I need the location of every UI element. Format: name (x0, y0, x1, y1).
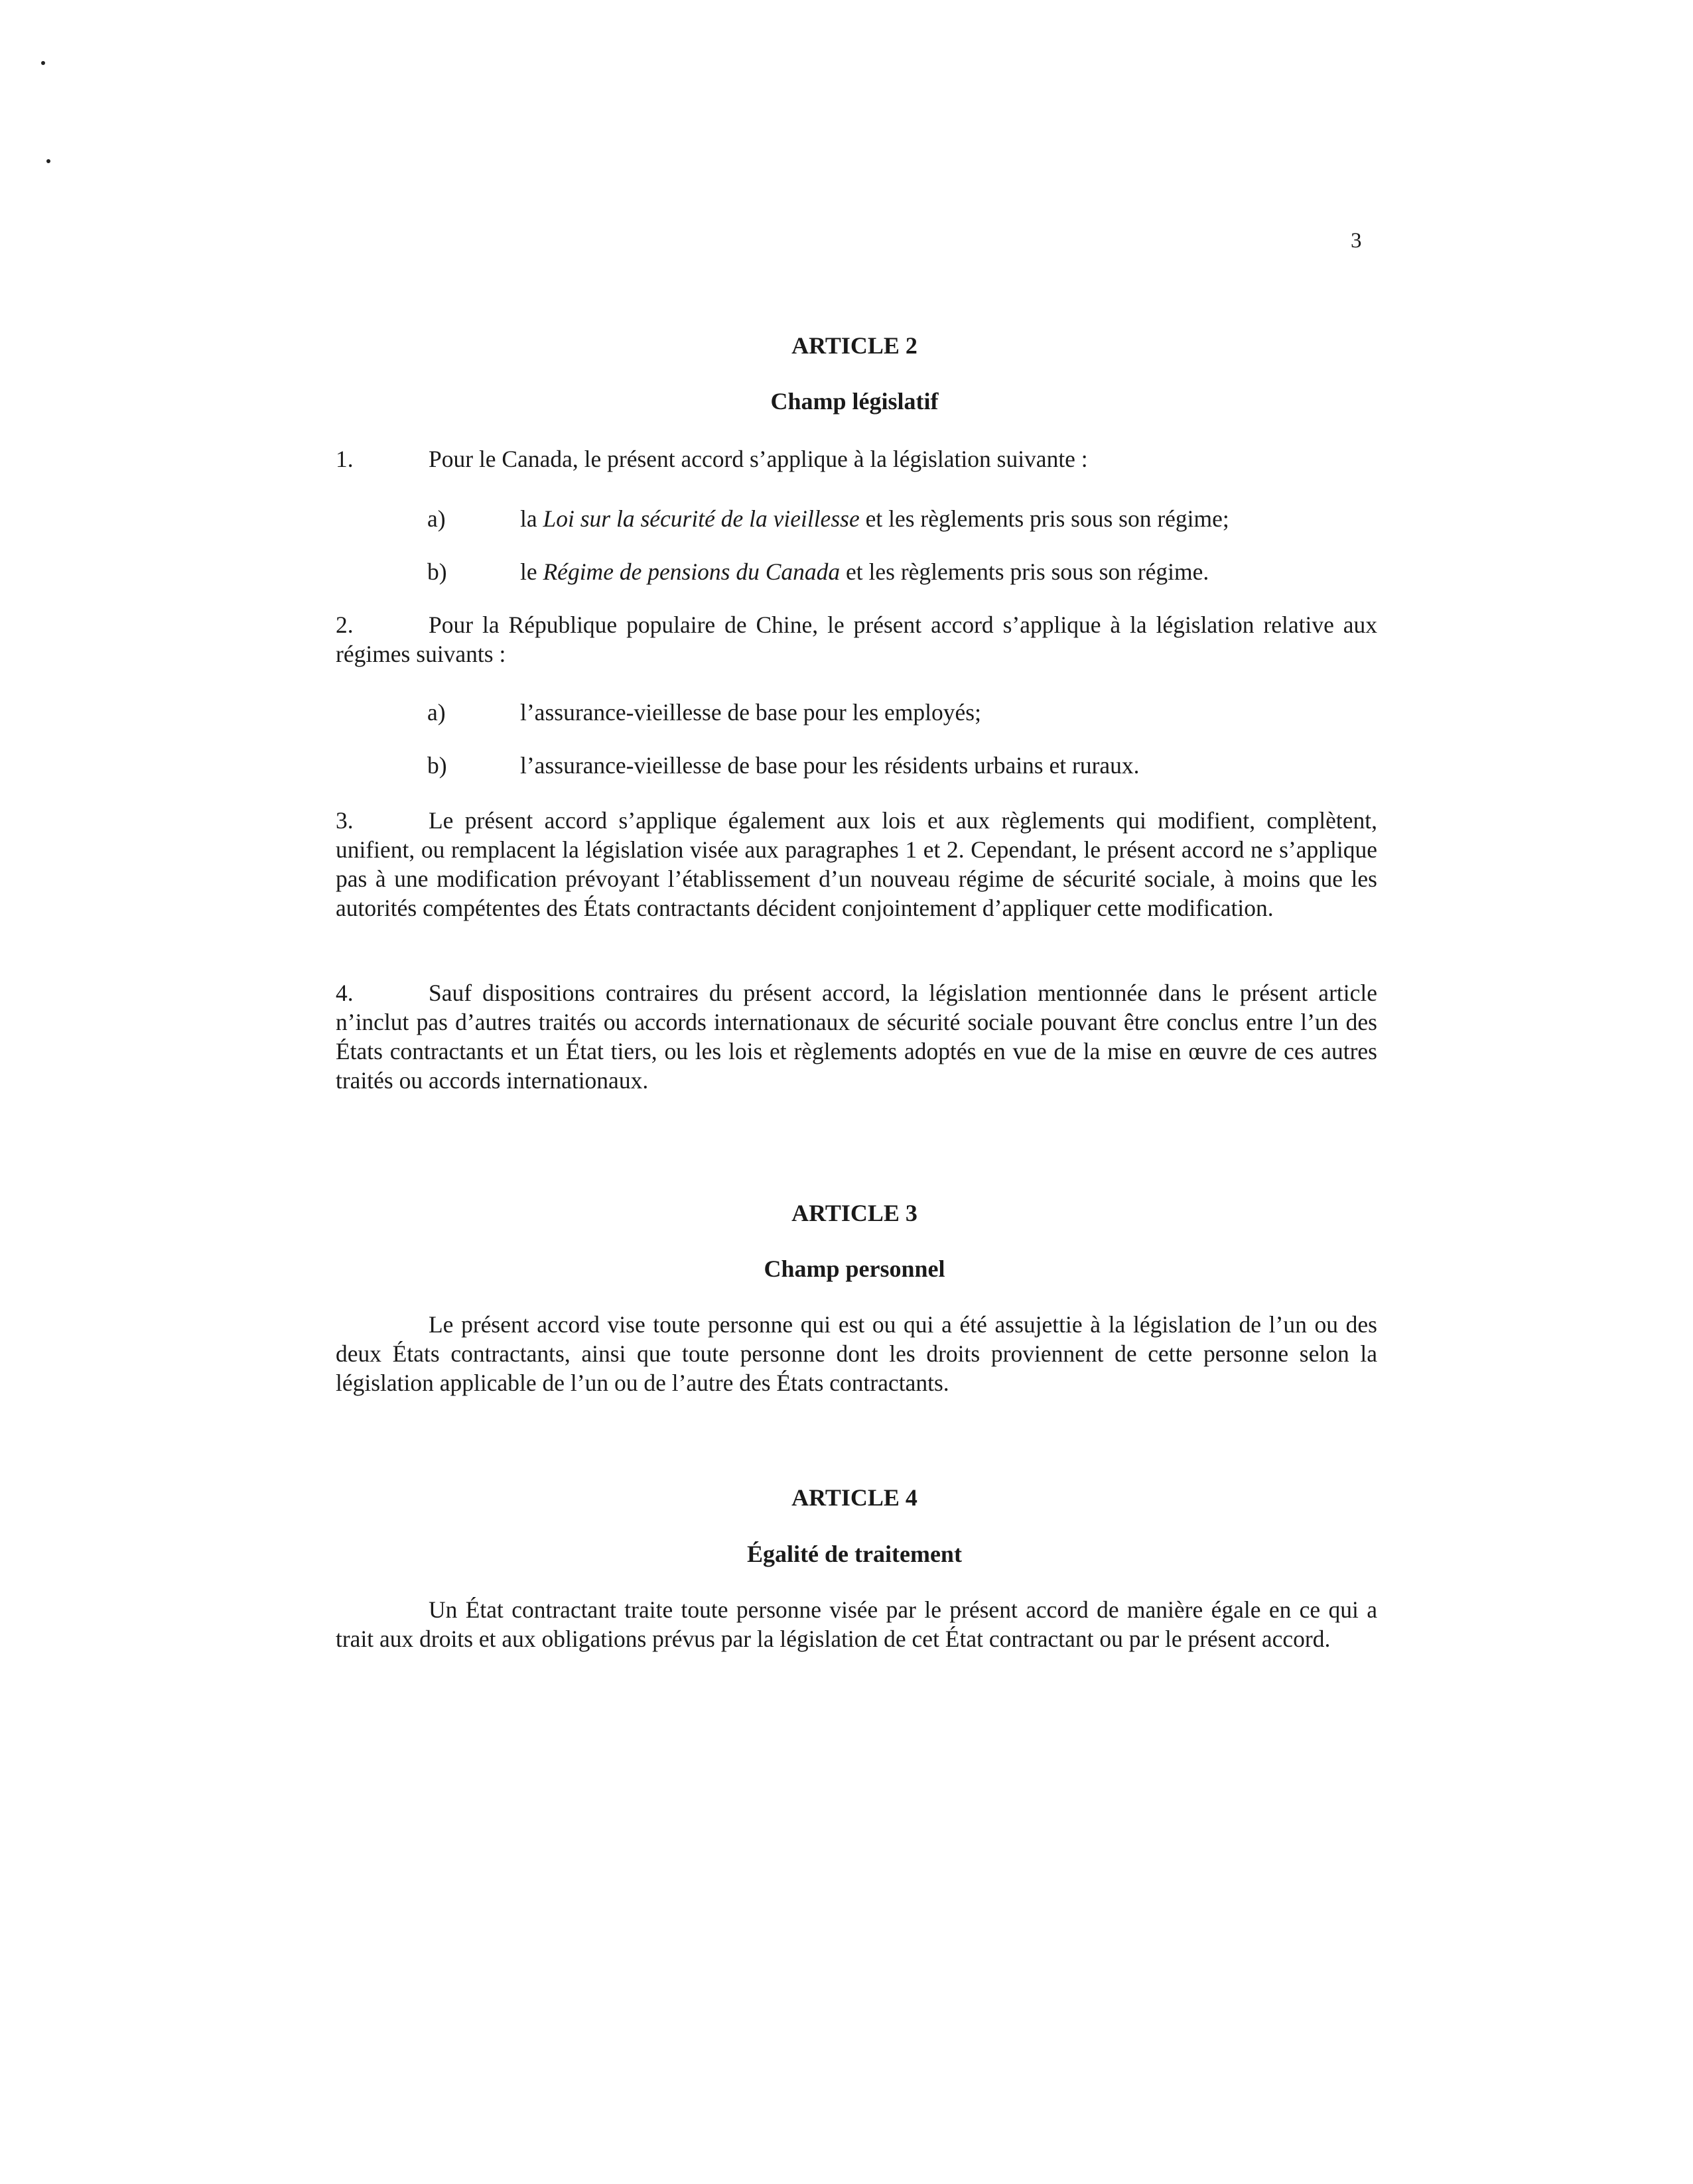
item-text-pre: la (520, 505, 543, 532)
item-text-post: et les règlements pris sous son régime. (840, 558, 1209, 585)
paragraph-number: 3. (336, 807, 354, 834)
article-2-item-1b (427, 557, 1383, 586)
article-2-item-2a (427, 698, 1383, 727)
item-text: l’assurance-vieillesse de base pour les résidents urbains et ruraux. (520, 752, 1140, 779)
paragraph-number: 1. (336, 446, 354, 472)
article-2-paragraph-1 (336, 444, 1377, 474)
scan-speck (46, 159, 50, 163)
article-2-paragraph-3 (336, 806, 1377, 923)
article-2-item-2b (427, 751, 1383, 780)
item-letter: b) (427, 752, 447, 779)
article-2-paragraph-4 (336, 978, 1377, 1095)
article-4-heading: ARTICLE 4 (791, 1484, 917, 1511)
article-4-paragraph: Un État contractant traite toute personne visée par le présent accord de manière égale en ce qui a trait aux droits et aux obligations prévus par la législation de cet État contractant ou par le présent accord. (336, 1596, 1377, 1652)
scan-speck (41, 61, 45, 65)
item-letter: b) (427, 558, 447, 585)
paragraph-number: 2. (336, 611, 354, 638)
article-2-subheading: Champ législatif (770, 388, 939, 415)
article-2-item-1a (427, 504, 1383, 533)
article-2-heading: ARTICLE 2 (791, 332, 917, 359)
law-title: Régime de pensions du Canada (543, 558, 841, 585)
item-letter: a) (427, 505, 446, 532)
article-3-subheading: Champ personnel (764, 1255, 945, 1282)
article-2-paragraph-2 (336, 610, 1377, 669)
law-title: Loi sur la sécurité de la vieillesse (543, 505, 860, 532)
paragraph-number: 4. (336, 980, 354, 1006)
paragraph-text: Pour le Canada, le présent accord s’applique à la législation suivante : (429, 446, 1088, 472)
article-4-subheading: Égalité de traitement (747, 1541, 962, 1567)
item-letter: a) (427, 699, 446, 726)
paragraph-text: Pour la République populaire de Chine, le présent accord s’applique à la législation relative aux régimes suivants : (336, 611, 1377, 667)
item-text-pre: le (520, 558, 543, 585)
item-text: l’assurance-vieillesse de base pour les employés; (520, 699, 981, 726)
paragraph-text: Sauf dispositions contraires du présent accord, la législation mentionnée dans le présent article n’inclut pas d’autres traités ou accords internationaux de sécurité sociale pouvant être conclus entre l’un des États contractants et un État tiers, ou les lois et règlements adoptés en vue de la mise en œuvre de ces autres traités ou accords internationaux. (336, 980, 1377, 1094)
article-3-paragraph: Le présent accord vise toute personne qui est ou qui a été assujettie à la législation de l’un ou des deux États contractants, ainsi que toute personne dont les droits proviennent de cette personne selon la législation applicable de l’un ou de l’autre des États contractants. (336, 1311, 1377, 1396)
item-text-post: et les règlements pris sous son régime; (859, 505, 1229, 532)
paragraph-text: Le présent accord s’applique également aux lois et aux règlements qui modifient, complètent, unifient, ou remplacent la législation visée aux paragraphes 1 et 2. Cependant, le présent accord ne s’applique pas à une modification prévoyant l’établissement d’un nouveau régime de sécurité sociale, à moins que les autorités compétentes des États contractants décident conjointement d’appliquer cette modification. (336, 807, 1377, 921)
page-number: 3 (1351, 229, 1362, 253)
article-3-heading: ARTICLE 3 (791, 1200, 917, 1226)
